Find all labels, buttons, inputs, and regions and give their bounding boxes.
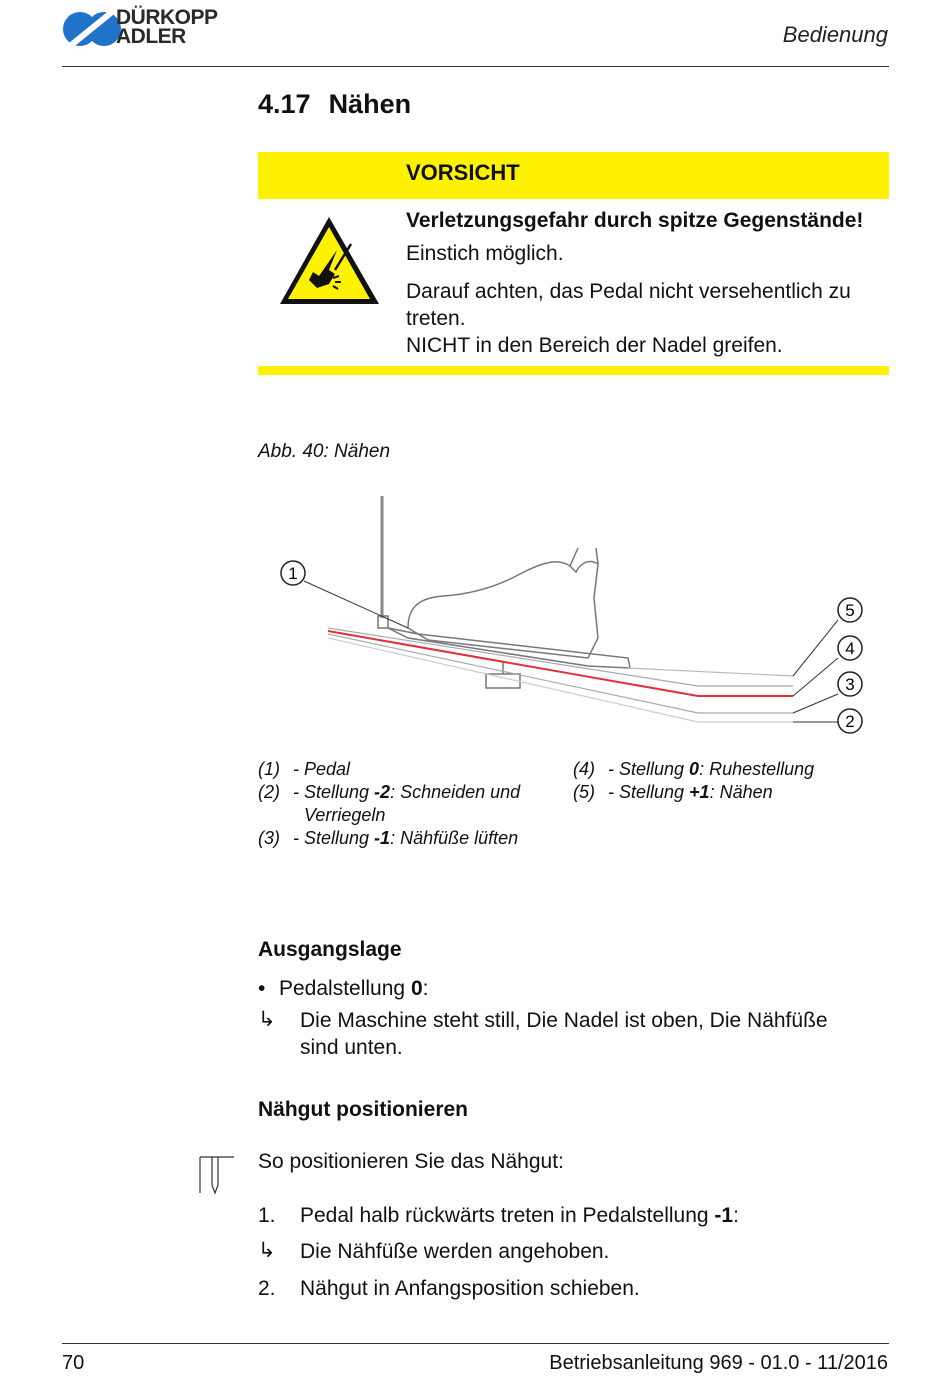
warning-line-3: NICHT in den Bereich der Nadel greifen. bbox=[406, 334, 783, 357]
step-1-number: 1. bbox=[258, 1204, 276, 1227]
svg-text:1: 1 bbox=[288, 564, 298, 583]
callout-5 bbox=[838, 598, 862, 622]
pedal-diagram bbox=[258, 478, 898, 748]
warning-line-2b: treten. bbox=[406, 307, 466, 330]
warning-heading: VORSICHT bbox=[406, 160, 520, 185]
section-label: Bedienung bbox=[782, 22, 888, 47]
page-number: 70 bbox=[62, 1352, 85, 1374]
step-1-result: Die Nähfüße werden angehoben. bbox=[300, 1240, 610, 1263]
callout-1 bbox=[281, 561, 305, 585]
bullet-marker: • bbox=[258, 977, 266, 1000]
figure-caption: Abb. 40: Nähen bbox=[258, 441, 391, 462]
ausgangslage-item: Pedalstellung 0: bbox=[279, 977, 429, 1000]
positionieren-intro: So positionieren Sie das Nähgut: bbox=[258, 1150, 564, 1173]
step-2-number: 2. bbox=[258, 1277, 276, 1300]
legend-right bbox=[573, 758, 883, 804]
warning-lead: Verletzungsgefahr durch spitze Gegenstände! bbox=[406, 209, 864, 232]
header-divider bbox=[62, 66, 889, 67]
legend-item-1: (1) - Pedal bbox=[258, 759, 351, 779]
needle-handling-icon bbox=[198, 1155, 236, 1195]
footer-divider bbox=[62, 1343, 889, 1344]
legend-item-2-cont: Verriegeln bbox=[304, 805, 386, 825]
result-arrow-icon: ↳ bbox=[258, 1008, 276, 1031]
legend-item-4: (4) - Stellung 0: Ruhestellung bbox=[573, 759, 815, 779]
warning-line-2a: Darauf achten, das Pedal nicht versehentlich zu bbox=[406, 280, 851, 303]
result-arrow-icon-2: ↳ bbox=[258, 1239, 276, 1262]
heading-ausgangslage: Ausgangslage bbox=[258, 938, 402, 961]
hand-puncture-warning-icon bbox=[277, 214, 382, 308]
step-1-text: Pedal halb rückwärts treten in Pedalstellung -1: bbox=[300, 1204, 739, 1227]
callout-4 bbox=[838, 636, 862, 660]
ausgangslage-result-b: sind unten. bbox=[300, 1036, 403, 1059]
warning-header-bar bbox=[258, 152, 889, 199]
svg-text:3: 3 bbox=[845, 675, 855, 694]
heading-positionieren: Nähgut positionieren bbox=[258, 1098, 468, 1121]
svg-text:5: 5 bbox=[845, 601, 855, 620]
legend-left bbox=[258, 758, 558, 850]
section-title-text: Nähen bbox=[328, 89, 412, 119]
svg-text:2: 2 bbox=[845, 712, 855, 731]
legend-item-5: (5) - Stellung +1: Nähen bbox=[573, 782, 773, 802]
warning-bottom-bar bbox=[258, 366, 889, 375]
callout-3 bbox=[838, 672, 862, 696]
callout-2 bbox=[838, 709, 862, 733]
legend-item-3: (3) - Stellung -1: Nähfüße lüften bbox=[258, 828, 519, 848]
logo-text: DÜRKOPP ADLER bbox=[116, 6, 218, 48]
ausgangslage-result-a: Die Maschine steht still, Die Nadel ist oben, Die Nähfüße bbox=[300, 1009, 828, 1032]
legend-item-2: (2) - Stellung -2: Schneiden und bbox=[258, 782, 521, 802]
section-number: 4.17 bbox=[258, 89, 311, 119]
svg-text:4: 4 bbox=[845, 639, 855, 658]
document-reference: Betriebsanleitung 969 - 01.0 - 11/2016 bbox=[549, 1352, 888, 1374]
warning-line-1: Einstich möglich. bbox=[406, 242, 564, 265]
page-title bbox=[258, 89, 411, 120]
step-2-text: Nähgut in Anfangsposition schieben. bbox=[300, 1277, 640, 1300]
